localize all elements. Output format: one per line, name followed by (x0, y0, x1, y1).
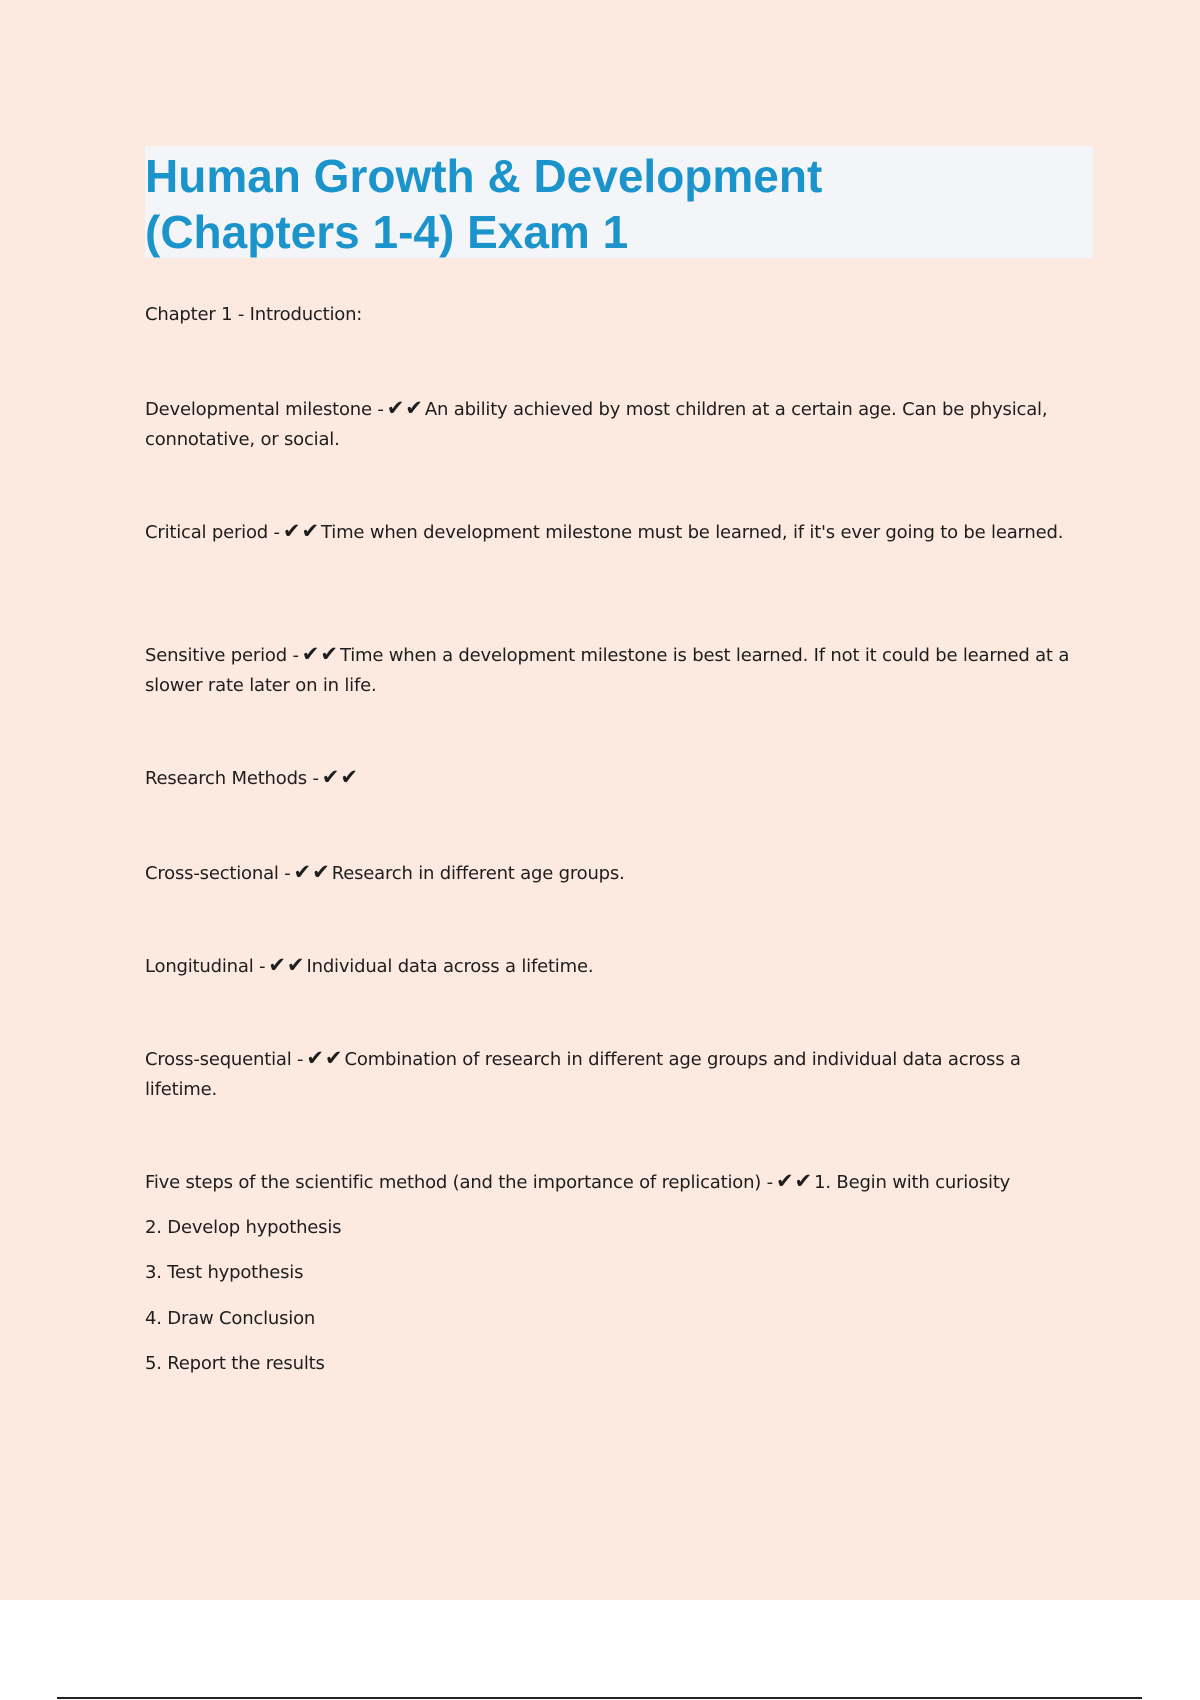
title-box (145, 146, 1093, 258)
term-entry (145, 516, 1095, 548)
double-check-icon: ✔✔ (268, 953, 306, 977)
double-check-icon: ✔✔ (306, 1046, 344, 1070)
term-definition: Time when development milestone must be learned, if it's ever going to be learned. (321, 522, 1064, 543)
term-entry (145, 1166, 1095, 1198)
term-label: Longitudinal - (145, 956, 266, 977)
term-label: Cross-sequential - (145, 1049, 304, 1070)
title-line-2: (Chapters 1-4) Exam 1 (145, 206, 629, 258)
term-entry (145, 950, 1095, 982)
term-label: Five steps of the scientific method (and the importance of replication) - (145, 1172, 773, 1193)
term-definition: An ability achieved by most children at a certain age. Can be physical, connotative, or social. (145, 399, 1048, 450)
title-line-1: Human Growth & Development (145, 150, 823, 202)
document-title (145, 146, 1093, 260)
double-check-icon: ✔✔ (293, 860, 331, 884)
term-entry (145, 393, 1095, 455)
list-item: 2. Develop hypothesis (145, 1217, 342, 1238)
term-label: Critical period - (145, 522, 280, 543)
term-definition: Time when a development milestone is best learned. If not it could be learned at a slower rate later on in life. (145, 645, 1070, 696)
term-entry (145, 857, 1095, 889)
chapter-heading: Chapter 1 - Introduction: (145, 304, 363, 325)
double-check-icon: ✔✔ (775, 1169, 814, 1193)
term-definition: Research in different age groups. (331, 863, 625, 884)
term-entry (145, 1043, 1095, 1105)
term-definition: 1. Begin with curiosity (814, 1172, 1011, 1193)
double-check-icon: ✔✔ (386, 396, 424, 420)
list-item: 4. Draw Conclusion (145, 1308, 316, 1329)
double-check-icon: ✔✔ (321, 765, 359, 789)
list-item: 5. Report the results (145, 1353, 325, 1374)
term-entry (145, 762, 1095, 794)
term-label: Cross-sectional - (145, 863, 291, 884)
footer-divider (57, 1697, 1142, 1699)
term-label: Research Methods - (145, 768, 319, 789)
double-check-icon: ✔✔ (301, 642, 339, 666)
term-definition: Individual data across a lifetime. (306, 956, 594, 977)
term-entry (145, 639, 1095, 701)
term-definition: Combination of research in different age groups and individual data across a lifetime. (145, 1049, 1021, 1100)
term-label: Sensitive period - (145, 645, 299, 666)
term-label: Developmental milestone - (145, 399, 384, 420)
double-check-icon: ✔✔ (282, 519, 321, 543)
list-item: 3. Test hypothesis (145, 1262, 304, 1283)
